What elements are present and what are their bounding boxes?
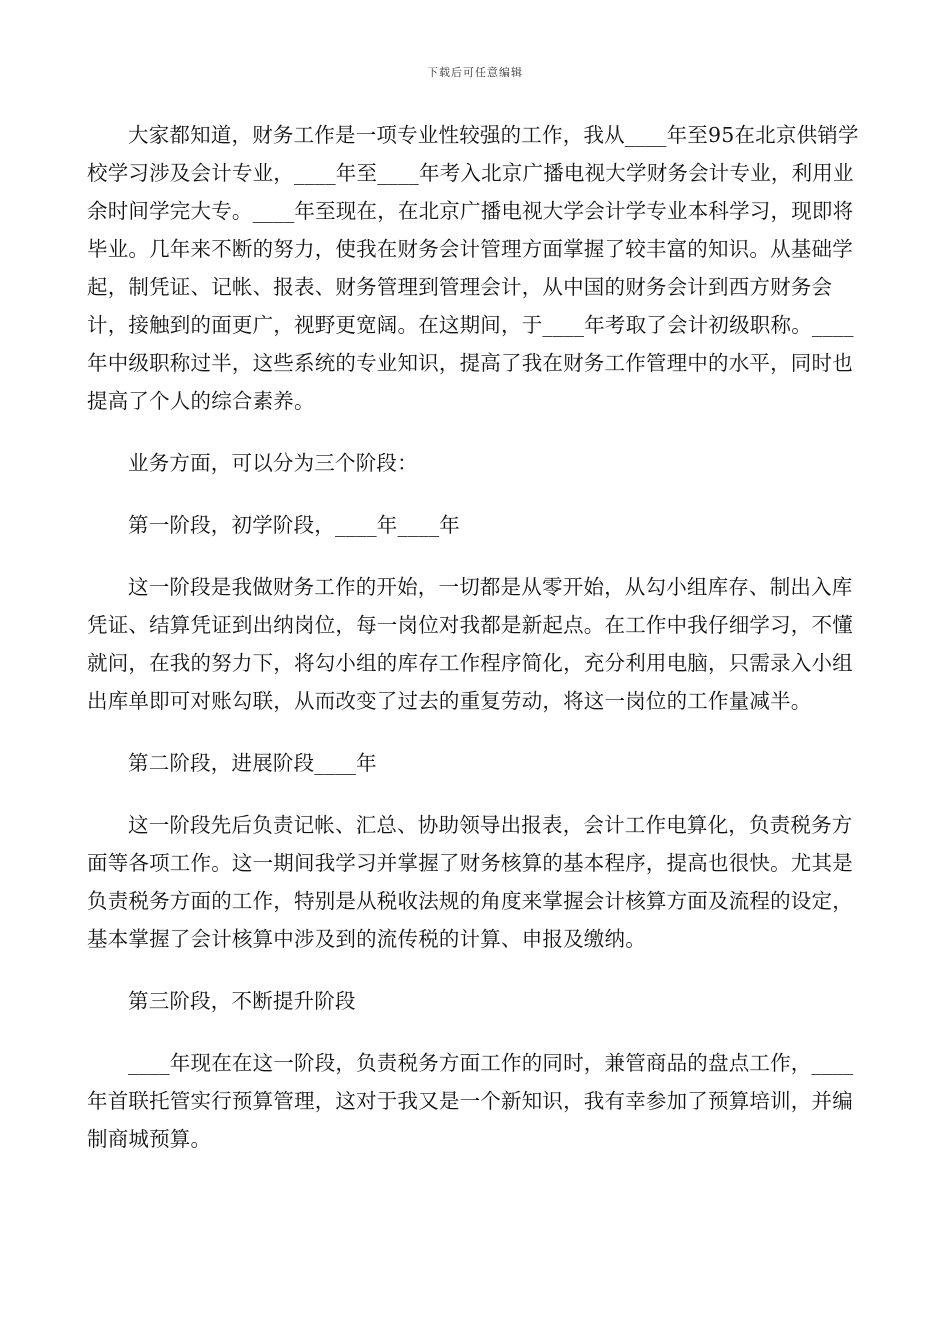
page-header-note: 下载后可任意编辑 xyxy=(427,66,523,79)
paragraph-intro: 大家都知道，财务工作是一项专业性较强的工作，我从____年至95在北京供销学校学习涉及会计专业，____年至____年考入北京广播电视大学财务会计专业，利用业余时间学完大专。____年至现在，在北京广播电视大学会计学专业本科学习，现即将毕业。几年来不断的努力，使我在财务会计管理方面掌握了较丰富的知识。从基础学起，制凭证、记帐、报表、财务管理到管理会计，从中国的财务会计到西方财务会计，接触到的面更广，视野更宽阔。在这期间，于____年考取了会计初级职称。____年中级职称过半，这些系统的专业知识，提高了我在财务工作管理中的水平，同时也提高了个人的综合素养。 xyxy=(87,123,859,413)
paragraph-stage-one: 这一阶段是我做财务工作的开始，一切都是从零开始，从勾小组库存、制出入库凭证、结算凭证到出纳岗位，每一岗位对我都是新起点。在工作中我仔细学习，不懂就问，在我的努力下，将勾小组的库存工作程序简化，充分利用电脑，只需录入小组出库单即可对账勾联，从而改变了过去的重复劳动，将这一岗位的工作量减半。 xyxy=(87,575,853,713)
document-body xyxy=(87,116,863,1158)
paragraph-business-stages: 业务方面，可以分为三个阶段： xyxy=(128,451,418,475)
heading-stage-two: 第二阶段，进展阶段____年 xyxy=(128,751,377,775)
paragraph-stage-two: 这一阶段先后负责记帐、汇总、协助领导出报表，会计工作电算化，负责税务方面等各项工作。这一期间我学习并掌握了财务核算的基本程序，提高也很快。尤其是负责税务方面的工作，特别是从税收法规的角度来掌握会计核算方面及流程的设定，基本掌握了会计核算中涉及到的流传税的计算、申报及缴纳。 xyxy=(87,813,853,951)
paragraph-stage-three: ____年现在在这一阶段，负责税务方面工作的同时，兼管商品的盘点工作，____年首联托管实行预算管理，这对于我又是一个新知识，我有幸参加了预算培训，并编制商城预算。 xyxy=(87,1051,854,1151)
heading-stage-three: 第三阶段，不断提升阶段 xyxy=(128,989,356,1013)
heading-stage-one: 第一阶段，初学阶段，____年____年 xyxy=(128,513,460,537)
